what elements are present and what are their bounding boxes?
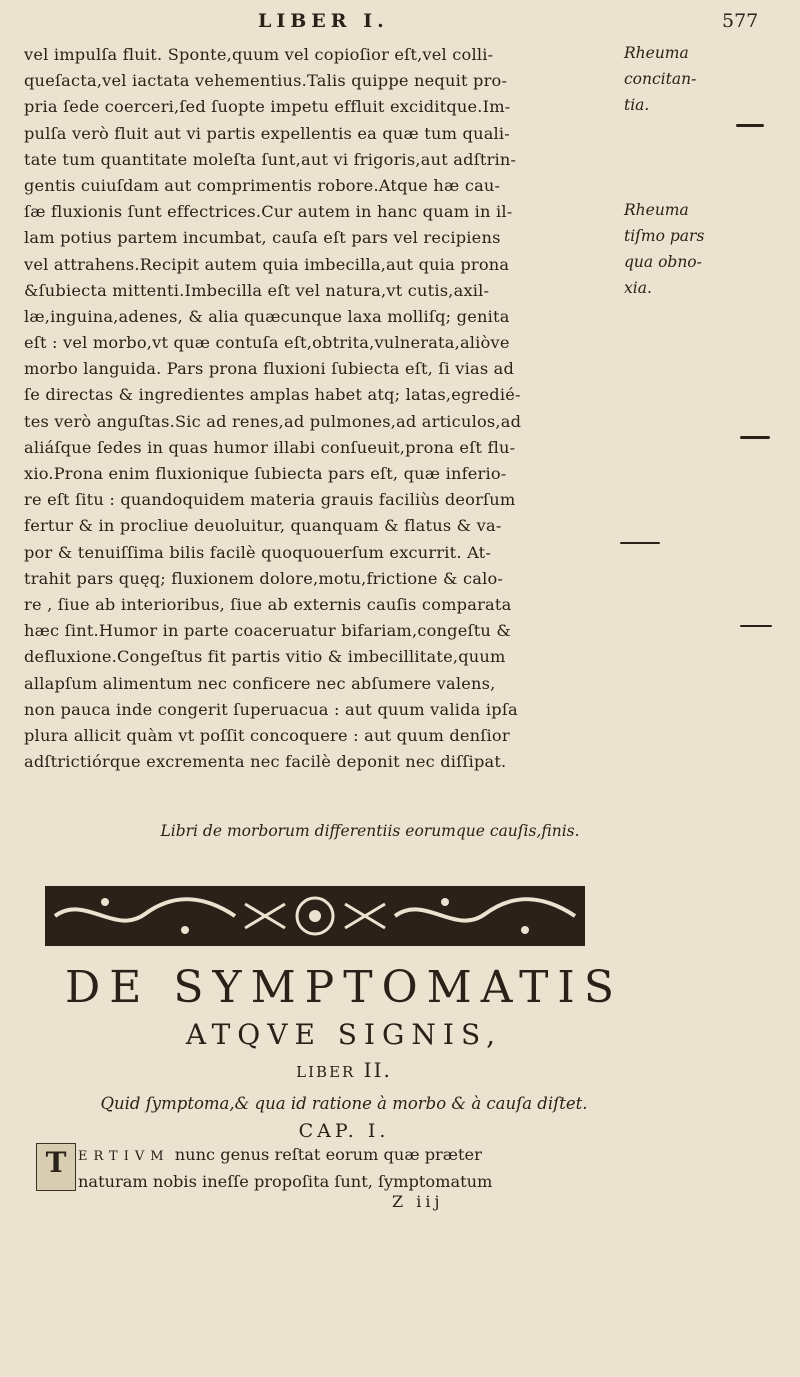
text-line: non pauca inde congerit ſuperuacua : aut quum valida ipſa [24, 699, 518, 719]
decorated-initial [36, 1143, 76, 1191]
margin-dash-mark [740, 625, 772, 627]
text-line: pulſa verò fluit aut vi partis expellentis ea quæ tum quali- [24, 123, 510, 143]
text-line: trahit pars quęq; fluxionem dolore,motu,frictione & calo- [24, 568, 504, 588]
text-line: læ,inguina,adenes, & alia quæcunque laxa molliſq; genita [24, 306, 510, 326]
margin-note: Rheuma [624, 44, 689, 62]
text-line: plura allicit quàm vt poſſit concoquere : aut quum denſior [24, 725, 510, 745]
chapter-heading: Quid ſymptoma,& qua id ratione à morbo & à cauſa diſtet. [100, 1094, 588, 1113]
text-line: ſe directas & ingredientes amplas habet atq; latas,egredié- [24, 385, 521, 405]
headpiece-ornament-icon [45, 884, 585, 948]
margin-dash-mark [620, 542, 660, 544]
text-line: re , ſiue ab interioribus, ſiue ab externis cauſis comparata [24, 594, 512, 614]
text-line: defluxione.Congeſtus fit partis vitio & imbecillitate,quum [24, 647, 506, 667]
decorated-initial-letter: T [45, 1146, 67, 1179]
text-line: hæc ſint.Humor in parte coaceruatur bifariam,congeſtu & [24, 621, 511, 641]
page-number: 577 [722, 10, 759, 32]
book-title: DE SYMPTOMATIS [65, 962, 623, 1013]
opening-word-rest: ERTIVM [78, 1149, 170, 1164]
margin-note: concitan- [624, 70, 697, 88]
text-line: aliáſque ſedes in quas humor illabi conſueuit,prona eſt flu- [24, 437, 516, 457]
liber-number: II. [363, 1058, 392, 1082]
text-line: morbo languida. Pars prona fluxioni ſubiecta eſt, ſi vias ad [24, 359, 515, 379]
margin-note: tia. [624, 96, 650, 114]
chapter-opening [78, 1142, 738, 1194]
margin-dash-mark [736, 124, 764, 127]
book-subtitle: ATQVE SIGNIS, [185, 1018, 503, 1051]
cap-word: CAP. [298, 1120, 358, 1142]
text-line: vel attrahens.Recipit autem quia imbecilla,aut quia prona [24, 254, 510, 274]
margin-note: tiſmo pars [624, 227, 705, 245]
book-end-note: Libri de morborum differentiis eorumque cauſis,finis. [160, 822, 580, 840]
running-head [0, 6, 800, 36]
text-line: vel impulſa fluit. Sponte,quum vel copioſior eſt,vel colli- [24, 45, 494, 64]
text-line: xio.Prona enim fluxionique ſubiecta pars eſt, quæ inferio- [24, 464, 507, 483]
text-line: &ſubiecta mittenti.Imbecilla eſt vel natura,vt cutis,axil- [24, 280, 490, 300]
text-line: por & tenuiſſima bilis facilè quoquouerſum excurrit. At- [24, 542, 492, 562]
book-number [34, 1058, 654, 1082]
text-line: pria ſede coerceri,ſed ſuopte impetu effluit exciditque.Im- [24, 97, 511, 117]
text-line: eſt : vel morbo,vt quæ contuſa eſt,obtrita,vulnerata,aliòve [24, 333, 510, 353]
margin-note: Rheuma [624, 201, 689, 219]
text-line: fertur & in procliue deuoluitur, quanquam & flatus & va- [24, 516, 502, 536]
opening-line: naturam nobis ineſſe propoſita ſunt, ſymptomatum [78, 1172, 493, 1191]
running-head-title: LIBER I. [258, 10, 389, 32]
text-line: re eſt ſitu : quandoquidem materia grauis faciliùs deorſum [24, 490, 516, 510]
opening-line-text: nunc genus reſtat eorum quæ præter [174, 1145, 482, 1164]
opening-line [78, 1142, 738, 1169]
signature-mark: Z iij [392, 1192, 444, 1211]
text-line: lam potius partem incumbat, cauſa eſt pars vel recipiens [24, 228, 501, 248]
cap-number: I. [367, 1120, 390, 1142]
margin-note: xia. [624, 279, 652, 297]
margin-note: qua obno- [624, 253, 702, 271]
text-line: queſacta,vel iactata vehementius.Talis quippe nequit pro- [24, 71, 508, 91]
text-line: tate tum quantitate moleſta ſunt,aut vi frigoris,aut adſtrin- [24, 149, 517, 169]
margin-dash-mark [740, 436, 770, 439]
text-line: tes verò anguſtas.Sic ad renes,ad pulmones,ad articulos,ad [24, 411, 522, 431]
text-line: allapſum alimentum nec conficere nec abſumere valens, [24, 673, 496, 693]
text-line: adſtrictiórque excrementa nec facilè deponit nec diſſipat. [24, 752, 507, 772]
text-line: gentis cuiuſdam aut comprimentis robore.Atque hæ cau- [24, 175, 501, 195]
body-text [24, 42, 624, 775]
chapter-label [34, 1120, 654, 1142]
liber-word: LIBER [296, 1063, 356, 1081]
text-line: ſæ fluxionis ſunt effectrices.Cur autem in hanc quam in il- [24, 202, 513, 222]
